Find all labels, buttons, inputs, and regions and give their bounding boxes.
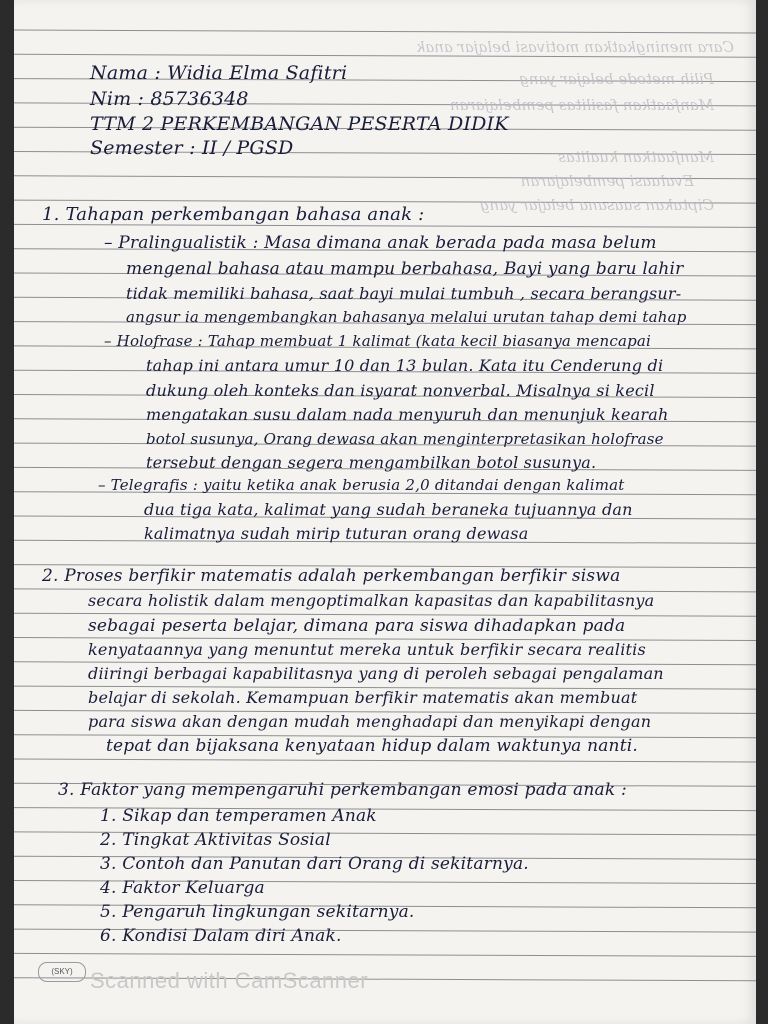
answer-1-line: botol susunya, Orang dewasa akan menginterpretasikan holofrase: [146, 430, 664, 448]
answer-1-line: – Telegrafis : yaitu ketika anak berusia 2,0 ditandai dengan kalimat: [98, 476, 625, 494]
bleed-through-text: Evaluasi pembelajaran: [520, 172, 694, 190]
answer-2-line: sebagai peserta belajar, dimana para siswa dihadapkan pada: [88, 616, 626, 636]
answer-3-title: 3. Faktor yang mempengaruhi perkembangan emosi pada anak :: [58, 780, 627, 800]
answer-1-line: tahap ini antara umur 10 dan 13 bulan. Kata itu Cenderung di: [146, 356, 664, 375]
list-item: 1. Sikap dan temperamen Anak: [100, 806, 377, 826]
ruled-line: [14, 759, 756, 762]
list-item: 2. Tingkat Aktivitas Sosial: [100, 830, 331, 850]
list-item: 3. Contoh dan Panutan dari Orang di sekitarnya.: [100, 854, 529, 874]
answer-1-line: kalimatnya sudah mirip tuturan orang dewasa: [144, 524, 529, 543]
list-item: 4. Faktor Keluarga: [100, 878, 265, 898]
bleed-through-text: Pilih metode belajar yang: [519, 70, 714, 88]
answer-1-line: mengenal bahasa atau mampu berbahasa, Bayi yang baru lahir: [126, 259, 684, 279]
answer-1-line: mengatakan susu dalam nada menyuruh dan menunjuk kearah: [146, 405, 669, 424]
answer-1-line: tersebut dengan segera mengambilkan botol susunya.: [146, 453, 597, 472]
camscanner-watermark: Scanned with CamScanner: [90, 968, 369, 993]
bleed-through-text: Manfaatkan kualitas: [558, 148, 714, 166]
answer-2-line: 2. Proses berfikir matematis adalah perkembangan berfikir siswa: [42, 566, 621, 586]
bleed-through-text: Cara meningkatkan motivasi belajar anak: [416, 38, 734, 56]
ruled-line: [14, 953, 756, 956]
answer-1-line: dukung oleh konteks dan isyarat nonverbal. Misalnya si kecil: [146, 381, 655, 400]
answer-2-line: para siswa akan dengan mudah menghadapi dan menyikapi dengan: [88, 712, 652, 731]
camscanner-logo: (SKY): [38, 962, 86, 982]
answer-2-line: tepat dan bijaksana kenyataan hidup dalam waktunya nanti.: [106, 736, 638, 756]
notebook-page: [14, 0, 756, 1024]
answer-2-line: secara holistik dalam mengoptimalkan kapasitas dan kapabilitasnya: [88, 591, 655, 610]
ruled-line: [14, 30, 756, 33]
answer-1-line: – Holofrase : Tahap membuat 1 kalimat (kata kecil biasanya mencapai: [104, 332, 652, 350]
bleed-through-text: Manfaatkan fasilitas pembelajaran: [449, 96, 714, 114]
answer-2-line: diiringi berbagai kapabilitasnya yang di peroleh sebagai pengalaman: [88, 664, 664, 683]
answer-2-line: kenyataannya yang menuntut mereka untuk berfikir secara realitis: [88, 640, 646, 659]
answer-1-line: tidak memiliki bahasa, saat bayi mulai tumbuh , secara berangsur-: [126, 284, 682, 303]
answer-1-line: angsur ia mengembangkan bahasanya melalui urutan tahap demi tahap: [126, 308, 687, 326]
student-name: Nama : Widia Elma Safitri: [90, 62, 348, 84]
student-nim: Nim : 85736348: [90, 88, 249, 110]
answer-1-line: – Pralingualistik : Masa dimana anak berada pada masa belum: [104, 233, 657, 253]
list-item: 5. Pengaruh lingkungan sekitarnya.: [100, 902, 415, 922]
answer-1-title: 1. Tahapan perkembangan bahasa anak :: [42, 204, 425, 225]
answer-2-line: belajar di sekolah. Kemampuan berfikir matematis akan membuat: [88, 688, 638, 707]
assignment-title: TTM 2 PERKEMBANGAN PESERTA DIDIK: [90, 113, 509, 135]
list-item: 6. Kondisi Dalam diri Anak.: [100, 926, 342, 946]
semester: Semester : II / PGSD: [90, 137, 294, 159]
bleed-through-text: Ciptakan suasana belajar yang: [479, 196, 714, 214]
answer-1-line: dua tiga kata, kalimat yang sudah beraneka tujuannya dan: [144, 500, 633, 519]
